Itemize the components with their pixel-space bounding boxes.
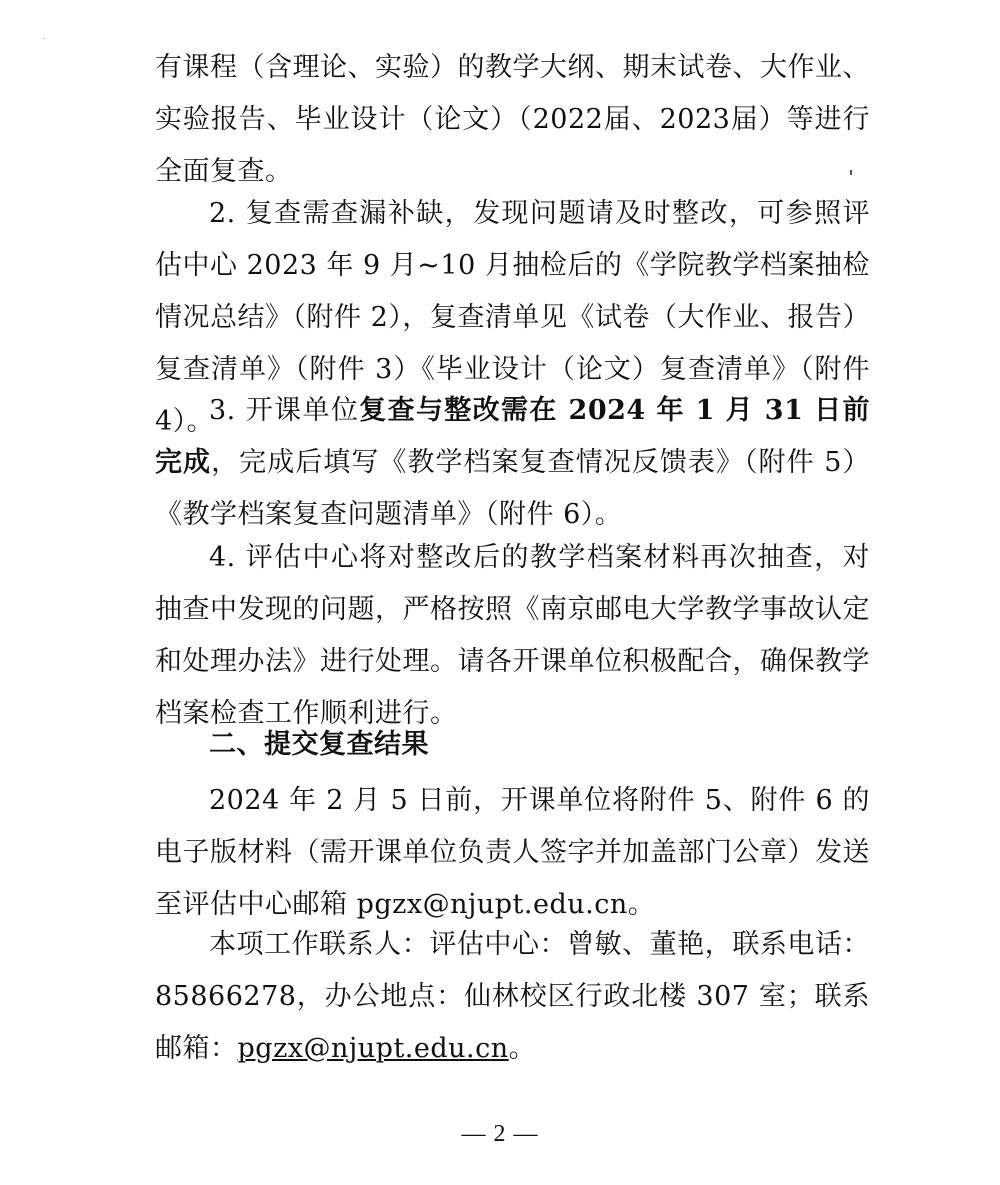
paragraph-continued: 有课程（含理论、实验）的教学大纲、期末试卷、大作业、实验报告、毕业设计（论文）（2022届、2023届）等进行全面复查。 (155, 52, 870, 187)
page-number: — 2 — (461, 1121, 539, 1147)
item-3-suffix: ，完成后填写《教学档案复查情况反馈表》（附件 5）《教学档案复查问题清单》（附件 6）。 (155, 447, 871, 530)
contact-end: 。 (508, 1033, 537, 1064)
paragraph-item-2: 2. 复查需查漏补缺，发现问题请及时整改，可参照评估中心 2023 年 9 月~10 月抽检后的《学院教学档案抽检情况总结》（附件 2），复查清单见《试卷（大作业、报告）复查清单》（附件 3）《毕业设计（论文）复查清单》（附件 4）。 (155, 198, 870, 437)
item-3-prefix: 3. 开课单位 (209, 395, 360, 426)
paragraph-submit: 2024 年 2 月 5 日前，开课单位将附件 5、附件 6 的电子版材料（需开课单位负责人签字并加盖部门公章）发送至评估中心邮箱 pgzx@njupt.edu.cn。 (155, 785, 870, 920)
paragraph-contact (155, 919, 870, 1075)
contact-text: 本项工作联系人：评估中心：曾敏、董艳，联系电话：85866278，办公地点：仙林校区行政北楼 307 室；联系邮箱： (155, 929, 870, 1064)
item-3-deadline: 复查与整改需在 2024 年 1 月 31 日前完成 (155, 395, 871, 478)
scan-mark (43, 38, 45, 39)
paragraph-item-4: 4. 评估中心将对整改后的教学档案材料再次抽查，对抽查中发现的问题，严格按照《南京邮电大学教学事故认定和处理办法》进行处理。请各开课单位积极配合，确保教学档案检查工作顺利进行。 (155, 542, 870, 729)
section-heading: 二、提交复查结果 (209, 729, 429, 760)
contact-email-link[interactable]: pgzx@njupt.edu.cn (237, 1033, 509, 1064)
paragraph-item-3 (155, 385, 870, 541)
